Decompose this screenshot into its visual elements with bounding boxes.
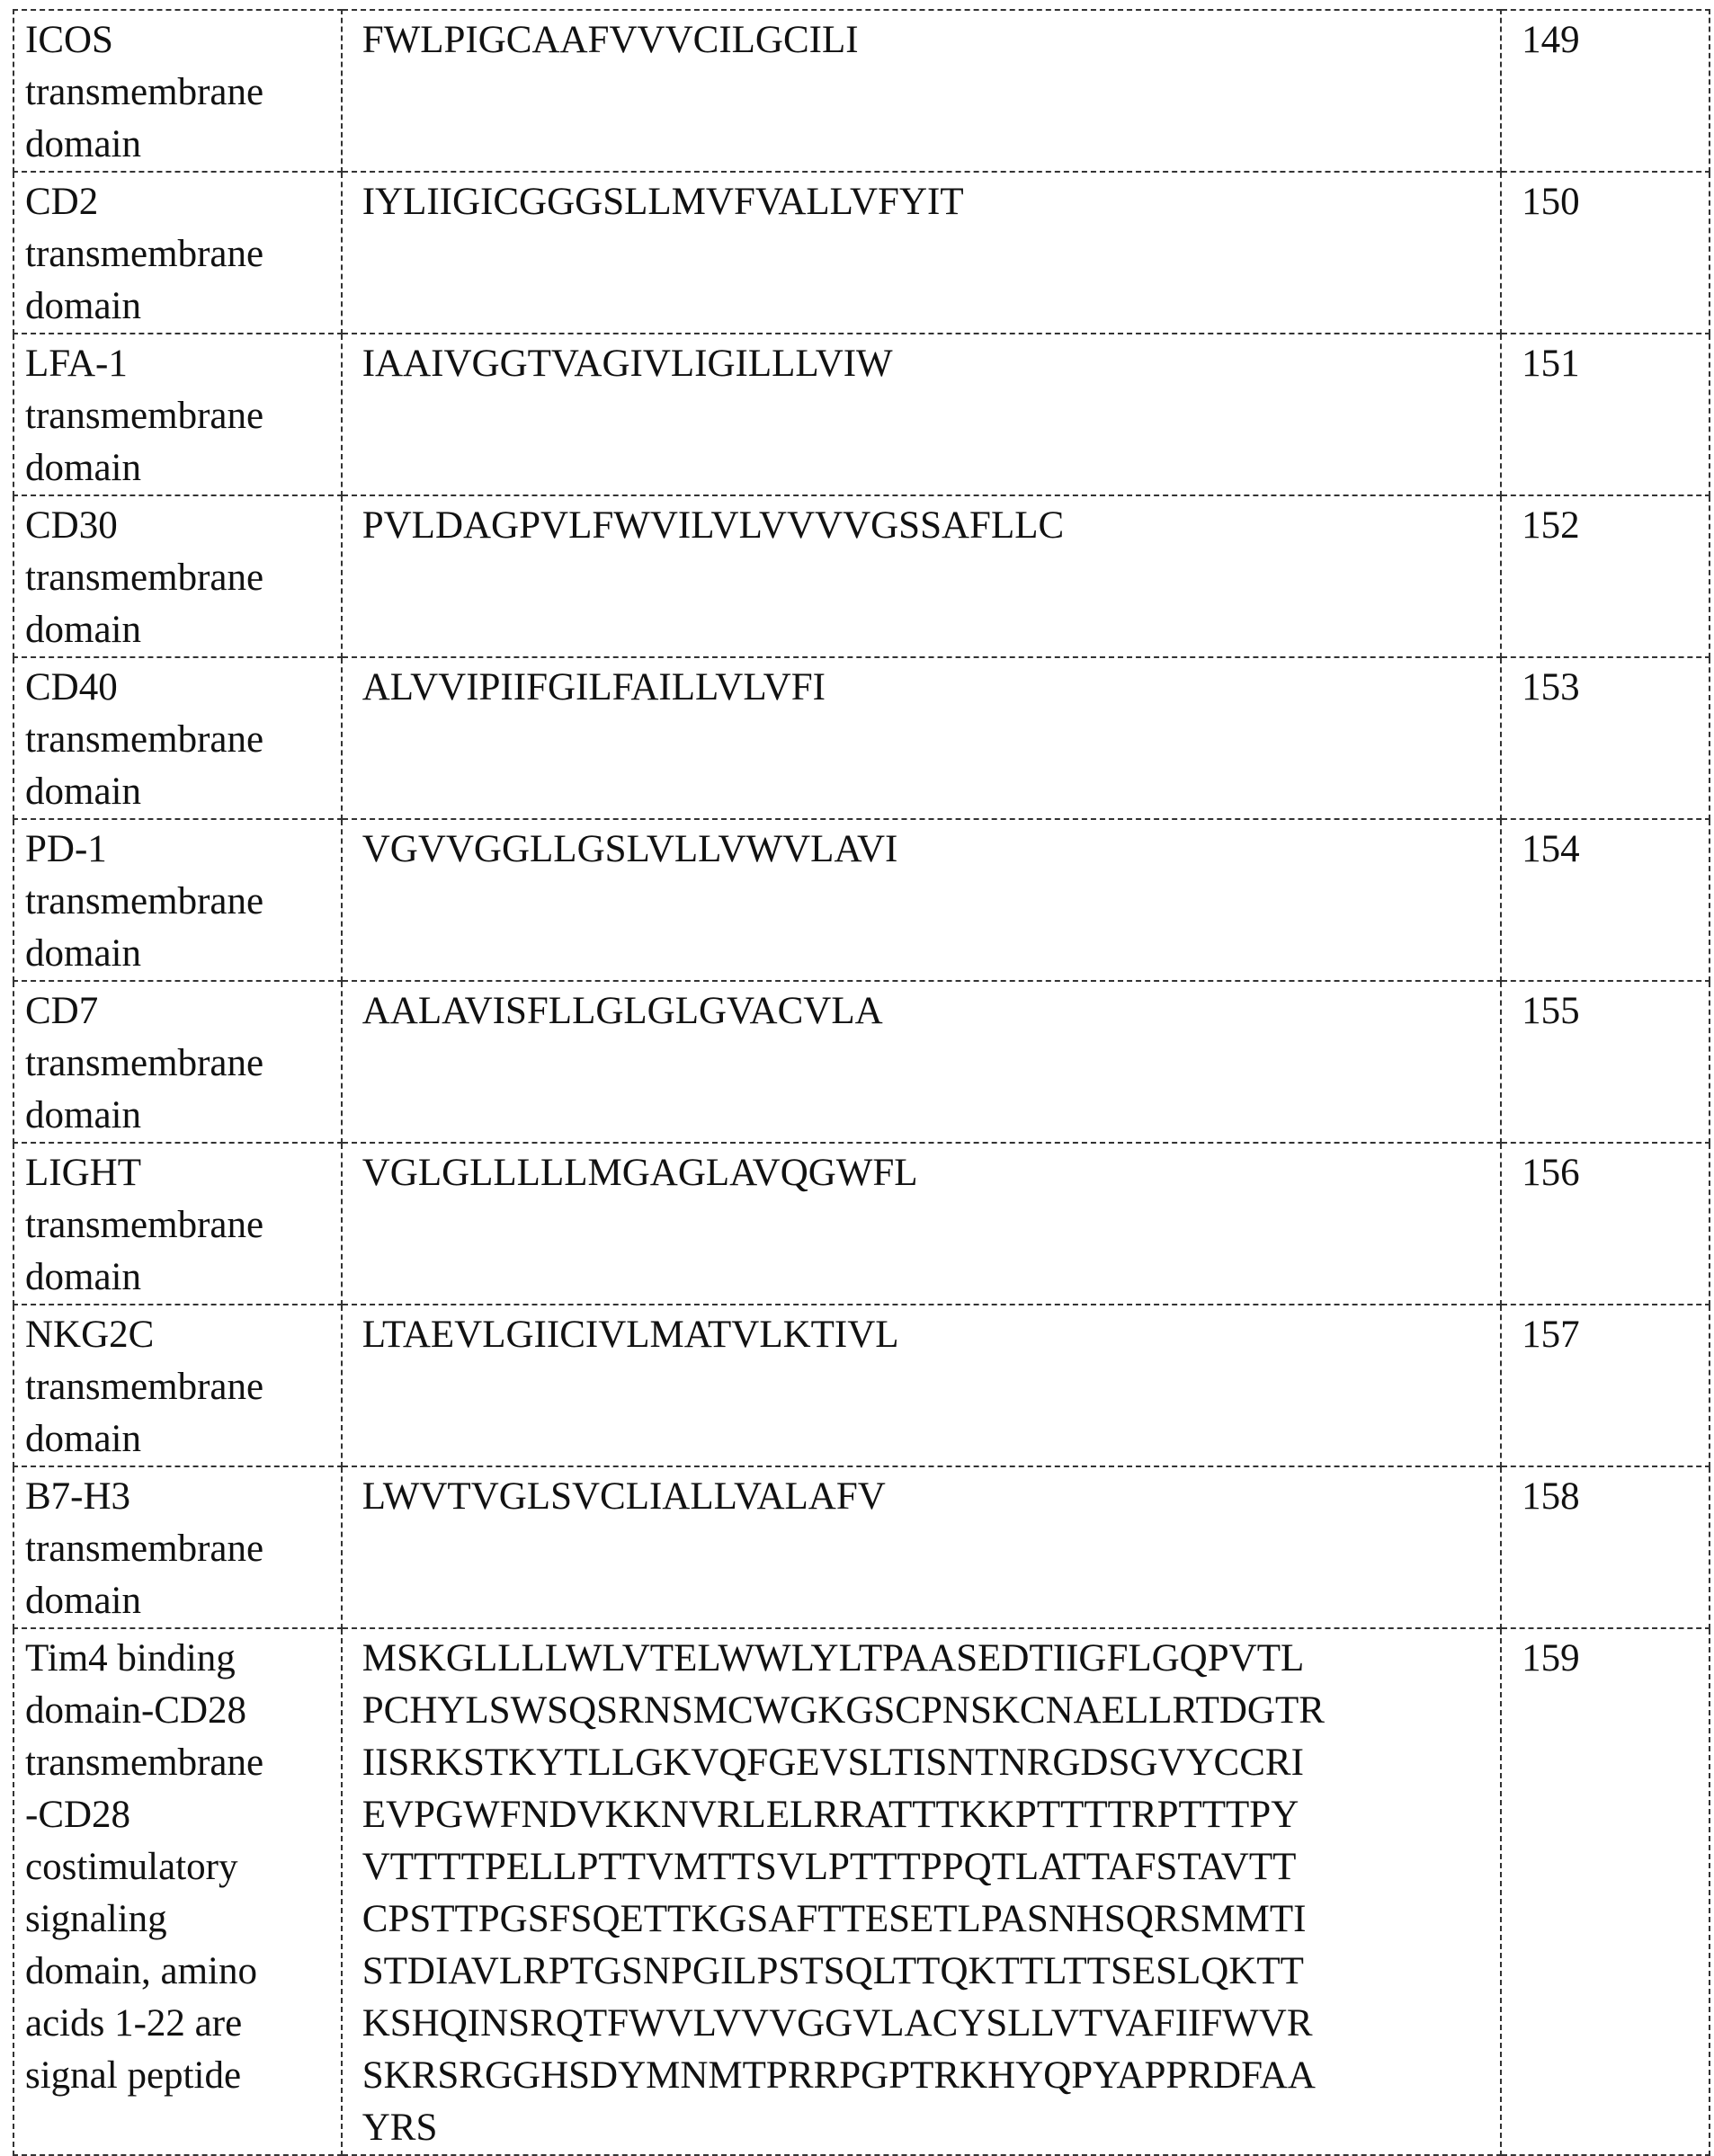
seq-id-number: 149: [1522, 19, 1580, 61]
seq-id-number: 156: [1522, 1152, 1580, 1194]
domain-name-line: transmembrane: [25, 714, 341, 766]
table-row: [13, 1143, 1710, 1305]
seq-id-number: 152: [1522, 504, 1580, 547]
seq-id-number: 151: [1522, 343, 1580, 385]
domain-name-line: domain-CD28: [25, 1685, 341, 1737]
domain-name-line: CD7: [25, 985, 341, 1038]
sequence-line: IAAIVGGTVAGIVLIGILLLVIW: [362, 338, 1500, 390]
sequence-table: [13, 9, 1710, 2156]
table-row: [13, 172, 1710, 334]
domain-name-line: domain: [25, 1575, 341, 1627]
seq-id-cell: [1501, 334, 1710, 495]
domain-name-line: CD2: [25, 176, 341, 228]
sequence-line: EVPGWFNDVKKNVRLELRRATTTKKPTTTTRPTTTPY: [362, 1789, 1500, 1841]
domain-name-line: transmembrane: [25, 1361, 341, 1413]
seq-id-cell: [1501, 10, 1710, 172]
seq-id-cell: [1501, 819, 1710, 981]
table-row: [13, 1305, 1710, 1466]
table-row: [13, 334, 1710, 495]
table-row: [13, 819, 1710, 981]
domain-name-line: transmembrane: [25, 876, 341, 928]
table-row: [13, 657, 1710, 819]
sequence-line: MSKGLLLLWLVTELWWLYLTPAASEDTIIGFLGQPVTL: [362, 1633, 1500, 1685]
sequence-line: FWLPIGCAAFVVVCILGCILI: [362, 14, 1500, 67]
table-row: [13, 981, 1710, 1143]
domain-name-line: ICOS: [25, 14, 341, 67]
domain-name-line: LFA-1: [25, 338, 341, 390]
domain-name-cell: [13, 10, 342, 172]
domain-name-line: domain: [25, 281, 341, 333]
sequence-cell: [342, 1466, 1501, 1628]
seq-id-cell: [1501, 981, 1710, 1143]
seq-id-cell: [1501, 657, 1710, 819]
domain-name-cell: [13, 1143, 342, 1305]
domain-name-line: domain, amino: [25, 1946, 341, 1998]
domain-name-line: CD40: [25, 662, 341, 714]
sequence-cell: [342, 1305, 1501, 1466]
sequence-cell: [342, 172, 1501, 334]
table-row: [13, 1466, 1710, 1628]
domain-name-line: NKG2C: [25, 1309, 341, 1361]
domain-name-line: domain: [25, 119, 341, 171]
sequence-line: VGLGLLLLLMGAGLAVQGWFL: [362, 1147, 1500, 1199]
seq-id-cell: [1501, 495, 1710, 657]
sequence-cell: [342, 657, 1501, 819]
seq-id-number: 154: [1522, 828, 1580, 870]
domain-name-line: LIGHT: [25, 1147, 341, 1199]
domain-name-line: transmembrane: [25, 1737, 341, 1789]
sequence-table-body: [13, 10, 1710, 2155]
seq-id-cell: [1501, 1143, 1710, 1305]
sequence-line: VGVVGGLLGSLVLLVWVLAVI: [362, 824, 1500, 876]
domain-name-line: domain: [25, 766, 341, 818]
domain-name-cell: [13, 172, 342, 334]
domain-name-line: domain: [25, 928, 341, 980]
sequence-line: VTTTTPELLPTTVMTTSVLPTTTPPQTLATTAFSTAVTT: [362, 1841, 1500, 1893]
domain-name-line: transmembrane: [25, 1038, 341, 1090]
domain-name-line: domain: [25, 442, 341, 494]
sequence-line: ALVVIPIIFGILFAILLVLVFI: [362, 662, 1500, 714]
seq-id-number: 157: [1522, 1314, 1580, 1356]
sequence-line: LWVTVGLSVCLIALLVALAFV: [362, 1471, 1500, 1523]
domain-name-cell: [13, 1466, 342, 1628]
domain-name-line: domain: [25, 604, 341, 656]
sequence-line: PCHYLSWSQSRNSMCWGKGSCPNSKCNAELLRTDGTR: [362, 1685, 1500, 1737]
sequence-line: IISRKSTKYTLLGKVQFGEVSLTISNTNRGDSGVYCCRI: [362, 1737, 1500, 1789]
table-row: [13, 10, 1710, 172]
sequence-cell: [342, 819, 1501, 981]
sequence-line: AALAVISFLLGLGLGVACVLA: [362, 985, 1500, 1038]
table-row: [13, 495, 1710, 657]
domain-name-line: transmembrane: [25, 1523, 341, 1575]
sequence-line: STDIAVLRPTGSNPGILPSTSQLTTQKTTLTTSESLQKTT: [362, 1946, 1500, 1998]
seq-id-cell: [1501, 1628, 1710, 2155]
seq-id-number: 153: [1522, 666, 1580, 708]
domain-name-cell: [13, 495, 342, 657]
sequence-line: YRS: [362, 2102, 1500, 2154]
domain-name-line: B7-H3: [25, 1471, 341, 1523]
seq-id-cell: [1501, 1466, 1710, 1628]
domain-name-cell: [13, 334, 342, 495]
domain-name-line: -CD28: [25, 1789, 341, 1841]
sequence-line: SKRSRGGHSDYMNMTPRRPGPTRKHYQPYAPPRDFAA: [362, 2050, 1500, 2102]
domain-name-line: transmembrane: [25, 228, 341, 281]
sequence-cell: [342, 334, 1501, 495]
domain-name-line: transmembrane: [25, 552, 341, 604]
domain-name-line: transmembrane: [25, 1199, 341, 1252]
seq-id-number: 155: [1522, 990, 1580, 1032]
domain-name-line: acids 1-22 are: [25, 1998, 341, 2050]
seq-id-cell: [1501, 1305, 1710, 1466]
domain-name-cell: [13, 1628, 342, 2155]
domain-name-line: PD-1: [25, 824, 341, 876]
seq-id-number: 158: [1522, 1475, 1580, 1518]
domain-name-cell: [13, 657, 342, 819]
domain-name-line: signaling: [25, 1893, 341, 1946]
domain-name-line: transmembrane: [25, 67, 341, 119]
sequence-line: LTAEVLGIICIVLMATVLKTIVL: [362, 1309, 1500, 1361]
domain-name-line: Tim4 binding: [25, 1633, 341, 1685]
sequence-line: PVLDAGPVLFWVILVLVVVVGSSAFLLC: [362, 500, 1500, 552]
domain-name-cell: [13, 1305, 342, 1466]
domain-name-cell: [13, 819, 342, 981]
sequence-line: KSHQINSRQTFWVLVVVGGVLACYSLLVTVAFIIFWVR: [362, 1998, 1500, 2050]
seq-id-cell: [1501, 172, 1710, 334]
sequence-cell: [342, 495, 1501, 657]
domain-name-line: CD30: [25, 500, 341, 552]
sequence-cell: [342, 10, 1501, 172]
sequence-cell: [342, 1143, 1501, 1305]
sequence-cell: [342, 981, 1501, 1143]
domain-name-line: domain: [25, 1090, 341, 1142]
seq-id-number: 150: [1522, 181, 1580, 223]
sequence-line: IYLIIGICGGGSLLMVFVALLVFYIT: [362, 176, 1500, 228]
sequence-cell: [342, 1628, 1501, 2155]
seq-id-number: 159: [1522, 1637, 1580, 1679]
domain-name-line: signal peptide: [25, 2050, 341, 2102]
domain-name-cell: [13, 981, 342, 1143]
domain-name-line: domain: [25, 1413, 341, 1466]
sequence-line: CPSTTPGSFSQETTKGSAFTTESETLPASNHSQRSMMTI: [362, 1893, 1500, 1946]
table-row: [13, 1628, 1710, 2155]
domain-name-line: costimulatory: [25, 1841, 341, 1893]
domain-name-line: domain: [25, 1252, 341, 1304]
domain-name-line: transmembrane: [25, 390, 341, 442]
